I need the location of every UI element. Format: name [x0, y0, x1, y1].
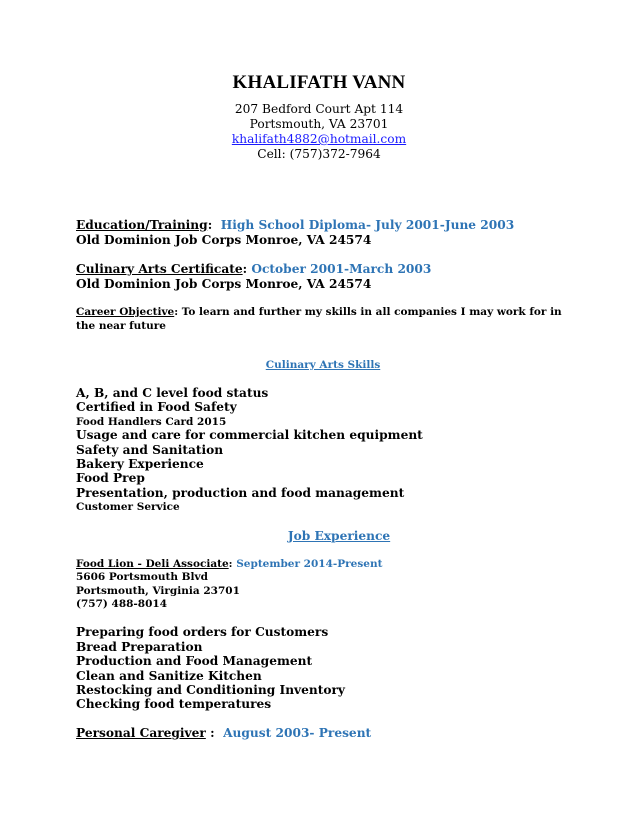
job1-address-1: 5606 Portsmouth Blvd	[76, 571, 208, 583]
job2-line	[76, 726, 371, 741]
job2-colon: :	[205, 726, 215, 740]
job2-title: Personal Caregiver	[76, 726, 206, 740]
job1-dates: September 2014-Present	[236, 558, 383, 570]
job1-duty: Bread Preparation	[76, 640, 203, 654]
email-link[interactable]: khalifath4882@hotmail.com	[231, 132, 407, 146]
job1-address-2: Portsmouth, Virginia 23701	[76, 585, 240, 597]
objective-text: : To learn and further my skills in all companies I may work for in the near future	[76, 306, 562, 332]
address-line-2: Portsmouth, VA 23701	[249, 117, 389, 131]
skill-item: Certified in Food Safety	[76, 400, 237, 414]
job1-duty: Production and Food Management	[76, 654, 313, 668]
job1-duty: Clean and Sanitize Kitchen	[76, 669, 262, 683]
job1-duty: Preparing food orders for Customers	[76, 625, 329, 639]
certificate-line	[76, 262, 431, 277]
job1-duty: Restocking and Conditioning Inventory	[76, 683, 346, 697]
email-line	[0, 131, 638, 147]
education-school: Old Dominion Job Corps Monroe, VA 24574	[76, 233, 372, 247]
job1-title: Food Lion - Deli Associate	[76, 558, 229, 570]
skill-item: Safety and Sanitation	[76, 443, 224, 457]
job1-phone: (757) 488-8014	[76, 598, 168, 610]
education-value: High School Diploma- July 2001-June 2003	[220, 218, 515, 232]
skills-heading: Culinary Arts Skills	[265, 359, 381, 371]
education-label: Education/Training	[76, 218, 208, 232]
skill-item: Food Prep	[76, 471, 145, 485]
education-line	[76, 218, 514, 233]
candidate-name: KHALIFATH VANN	[232, 72, 406, 93]
skill-item: Food Handlers Card 2015	[76, 416, 227, 428]
objective-label: Career Objective	[76, 306, 175, 318]
skill-item: Customer Service	[76, 501, 180, 513]
skill-item: Bakery Experience	[76, 457, 204, 471]
address-line-1: 207 Bedford Court Apt 114	[234, 102, 404, 116]
job1-line	[76, 557, 382, 571]
experience-heading: Job Experience	[287, 529, 391, 543]
job1-colon: :	[228, 558, 233, 570]
skill-item: Presentation, production and food management	[76, 486, 405, 500]
job1-duty: Checking food temperatures	[76, 697, 272, 711]
cell-phone: Cell: (757)372-7964	[257, 147, 381, 161]
skill-item: Usage and care for commercial kitchen equipment	[76, 428, 423, 442]
certificate-colon: :	[242, 262, 248, 276]
education-colon: :	[207, 218, 213, 232]
skill-item: A, B, and C level food status	[76, 386, 269, 400]
career-objective	[76, 305, 566, 333]
certificate-value: October 2001-March 2003	[251, 262, 432, 276]
certificate-school: Old Dominion Job Corps Monroe, VA 24574	[76, 277, 372, 291]
job2-dates: August 2003- Present	[223, 726, 372, 740]
certificate-label: Culinary Arts Certificate	[76, 262, 243, 276]
